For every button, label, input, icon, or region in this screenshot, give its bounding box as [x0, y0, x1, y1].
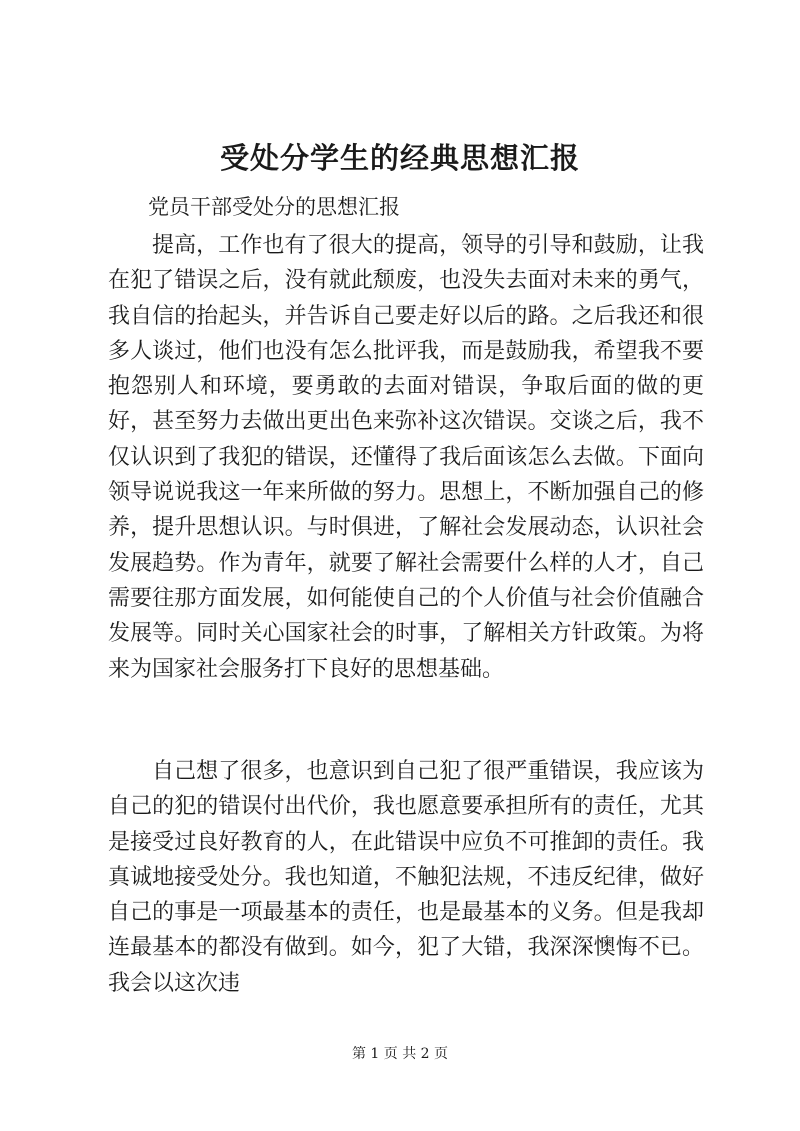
body-paragraph-2: 自己想了很多，也意识到自己犯了很严重错误，我应该为自己的犯的错误付出代价，我也愿意要承担所有的责任，尤其是接受过良好教育的人，在此错误中应负不可推卸的责任。我真诚地接受处分。我也知道，不触犯法规，不违反纪律，做好自己的事是一项最基本的责任，也是最基本的义务。但是我却连最基本的都没有做到。如今，犯了大错，我深深懊悔不已。我会以这次违 [108, 759, 704, 996]
document-subtitle: 党员干部受处分的思想汇报 [148, 195, 400, 219]
body-paragraph-1: 提高，工作也有了很大的提高，领导的引导和鼓励，让我在犯了错误之后，没有就此颓废，也没失去面对未来的勇气，我自信的抬起头，并告诉自己要走好以后的路。之后我还和很多人谈过，他们也没有怎么批评我，而是鼓励我，希望我不要抱怨别人和环境，要勇敢的去面对错误，争取后面的做的更好，甚至努力去做出更出色来弥补这次错误。交谈之后，我不仅认识到了我犯的错误，还懂得了我后面该怎么去做。下面向领导说说我这一年来所做的努力。思想上，不断加强自己的修养，提升思想认识。与时俱进，了解社会发展动态，认识社会发展趋势。作为青年，就要了解社会需要什么样的人才，自己需要往那方面发展，如何能使自己的个人价值与社会价值融合发展等。同时关心国家社会的时事，了解相关方针政策。为将来为国家社会服务打下良好的思想基础。 [108, 233, 704, 682]
page-footer: 第 1 页 共 2 页 [351, 1046, 449, 1062]
document-title: 受处分学生的经典思想汇报 [219, 141, 580, 175]
